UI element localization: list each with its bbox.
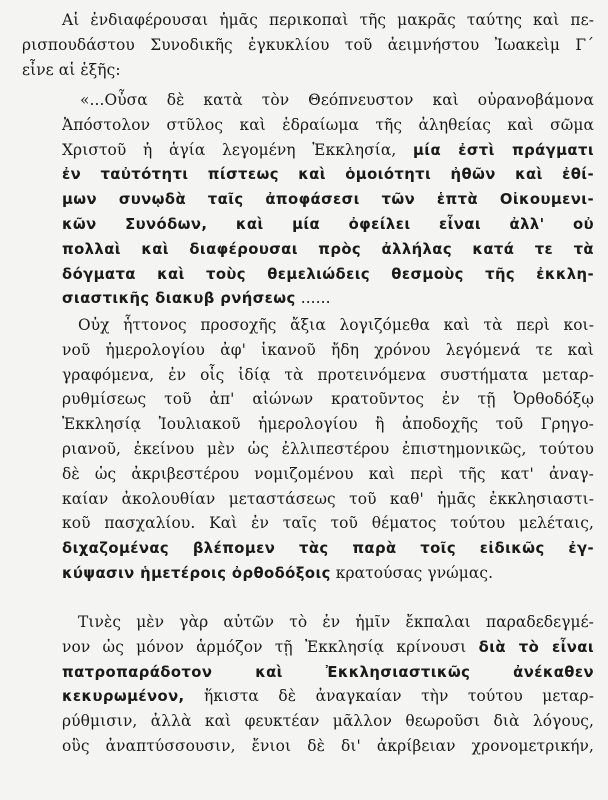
text-segment: νον ὡς μόνον ἁρμόζον τῇ Ἐκκλησίᾳ κρίνουσι: [62, 637, 479, 656]
bold-text-segment: ἐν ταὐτότητι πίστεως καὶ ὁμοιότητι ἠθῶν καὶ ἐθί-: [62, 166, 594, 184]
text-segment: δὲ ὡς ἀκριβεστέρου νομιζομένου καὶ περὶ τῆς κατ' ἀναγ-: [62, 464, 594, 483]
text-line: [22, 88, 594, 113]
text-segment: ρύθμισιν, ἀλλὰ καὶ φευκτέαν μᾶλλον θεωροῦσι διὰ λόγους,: [62, 712, 594, 731]
bold-text-segment: δόγματα καὶ τοὺς θεμελιώδεις θεσμοὺς τῆς ἐκκλη-: [62, 265, 594, 283]
bold-text-segment: μων συνῳδὰ ταῖς ἀποφάσεσι τῶν ἑπτὰ Οἰκουμενι-: [62, 191, 594, 209]
paragraph-calendar: [22, 313, 594, 586]
text-line: [22, 412, 594, 437]
text-segment: Ἐκκλησίᾳ Ἰουλιακοῦ ἡμερολογίου ἢ ἀποδοχῆς τοῦ Γρηγο-: [62, 415, 594, 434]
text-line: [22, 660, 594, 685]
text-segment: ριανοῦ, ἐκείνου μὲν ὡς ἐλλιπεστέρου ἐπιστημονικῶς, τούτου: [62, 439, 594, 458]
text-line: [22, 313, 594, 338]
text-line: [22, 8, 594, 33]
text-line: [22, 511, 594, 536]
text-line: [22, 338, 594, 363]
text-segment: ρισπουδάστου Συνοδικῆς ἐγκυκλίου τοῦ ἀειμνήστου Ἰωακεὶμ Γ΄: [22, 35, 594, 54]
text-line: [22, 437, 594, 462]
text-segment: εἶνε αἱ ἑξῆς:: [22, 60, 121, 79]
text-line: [22, 462, 594, 487]
text-segment: Οὐχ ἧττονος προσοχῆς ἄξια λογιζόμεθα καὶ τὰ περὶ κοι-: [78, 316, 594, 334]
text-segment: Χριστοῦ ἡ ἁγία λεγομένη Ἐκκλησία,: [62, 140, 413, 159]
paragraph-quote: [22, 88, 594, 311]
text-line: [22, 286, 594, 311]
paragraph-views: [22, 610, 594, 759]
text-line: [22, 387, 594, 412]
text-line: [22, 138, 594, 163]
text-segment: «...Οὖσα δὲ κατὰ τὸν Θεόπνευστον καὶ οὐρανοβάμονα: [80, 91, 594, 109]
text-line: [22, 33, 594, 58]
text-line: [22, 487, 594, 512]
paragraph-intro: [22, 8, 594, 82]
text-line: [22, 187, 594, 212]
text-line: [22, 684, 594, 709]
text-segment: καίαν ἀκολουθίαν μεταστάσεως τοῦ καθ' ἡμᾶς ἐκκλησιαστι-: [62, 489, 594, 508]
text-line: [22, 561, 594, 586]
bold-text-segment: μία ἐστὶ πράγματι: [412, 141, 594, 159]
text-line: [22, 635, 594, 660]
text-line: [22, 363, 594, 388]
bold-text-segment: κῶν Συνόδων, καὶ μία ὀφείλει εἶναι ἀλλ' οὐ: [62, 215, 594, 233]
bold-text-segment: κεκυρωμένον,: [62, 688, 185, 706]
bold-text-segment: διὰ τὸ εἶναι: [478, 638, 594, 656]
text-line: [22, 237, 594, 262]
text-segment: ρυθμίσεως τοῦ ἀπ' αἰώνων κρατοῦντος ἐν τῇ Ὀρθοδόξῳ: [62, 390, 594, 409]
text-line: [22, 262, 594, 287]
bold-text-segment: πολλαὶ καὶ διαφέρουσαι πρὸς ἀλλήλας κατά τε τὰ: [62, 240, 594, 258]
text-line: [22, 162, 594, 187]
text-segment: νοῦ ἡμερολογίου ἀφ' ἱκανοῦ ἤδη χρόνου λεγόμενά τε καὶ: [62, 340, 594, 359]
bold-text-segment: κύψασιν ἡμετέροις ὀρθοδόξοις: [62, 564, 331, 582]
text-segment: γραφόμενα, ἐν οἷς ἰδίᾳ τὰ προτεινόμενα συστήματα μεταρ-: [62, 365, 594, 384]
text-line: [22, 58, 594, 83]
text-segment: κρατούσας γνώμας.: [330, 563, 494, 582]
text-line: [22, 536, 594, 561]
bold-text-segment: πατροπαράδοτον καὶ Ἐκκλησιαστικῶς ἀνέκαθεν: [62, 663, 594, 681]
text-segment: Τινὲς μὲν γὰρ αὐτῶν τὸ ἐν ἡμῖν ἔκπαλαι παραδεδεγμέ-: [78, 613, 594, 631]
text-line: [22, 610, 594, 635]
bold-text-segment: διχαζομένας βλέπομεν τὰς παρὰ τοῖς εἰδικῶς ἐγ-: [62, 540, 594, 558]
bold-text-segment: σιαστικῆς διακυβ ρνήσεως: [62, 290, 296, 308]
text-segment: Αἱ ἐνδιαφέρουσαι ἡμᾶς περικοπαὶ τῆς μακρᾶς ταύτης καὶ πε-: [62, 11, 594, 29]
text-segment: ......: [295, 289, 331, 308]
text-segment: Ἀπόστολον στῦλος καὶ ἑδραίωμα τῆς ἀληθείας καὶ σῶμα: [62, 115, 594, 134]
text-segment: οὓς ἀναπτύσσουσιν, ἔνιοι δὲ δι' ἀκρίβειαν χρονομετρικήν,: [62, 736, 594, 755]
text-segment: κοῦ πασχαλίου. Καὶ ἐν ταῖς τοῦ θέματος τούτου μελέταις,: [62, 514, 594, 533]
text-line: [22, 113, 594, 138]
text-line: [22, 734, 594, 759]
text-line: [22, 709, 594, 734]
text-segment: ἥκιστα δὲ ἀναγκαίαν τὴν τούτου μεταρ-: [184, 687, 594, 706]
text-line: [22, 212, 594, 237]
